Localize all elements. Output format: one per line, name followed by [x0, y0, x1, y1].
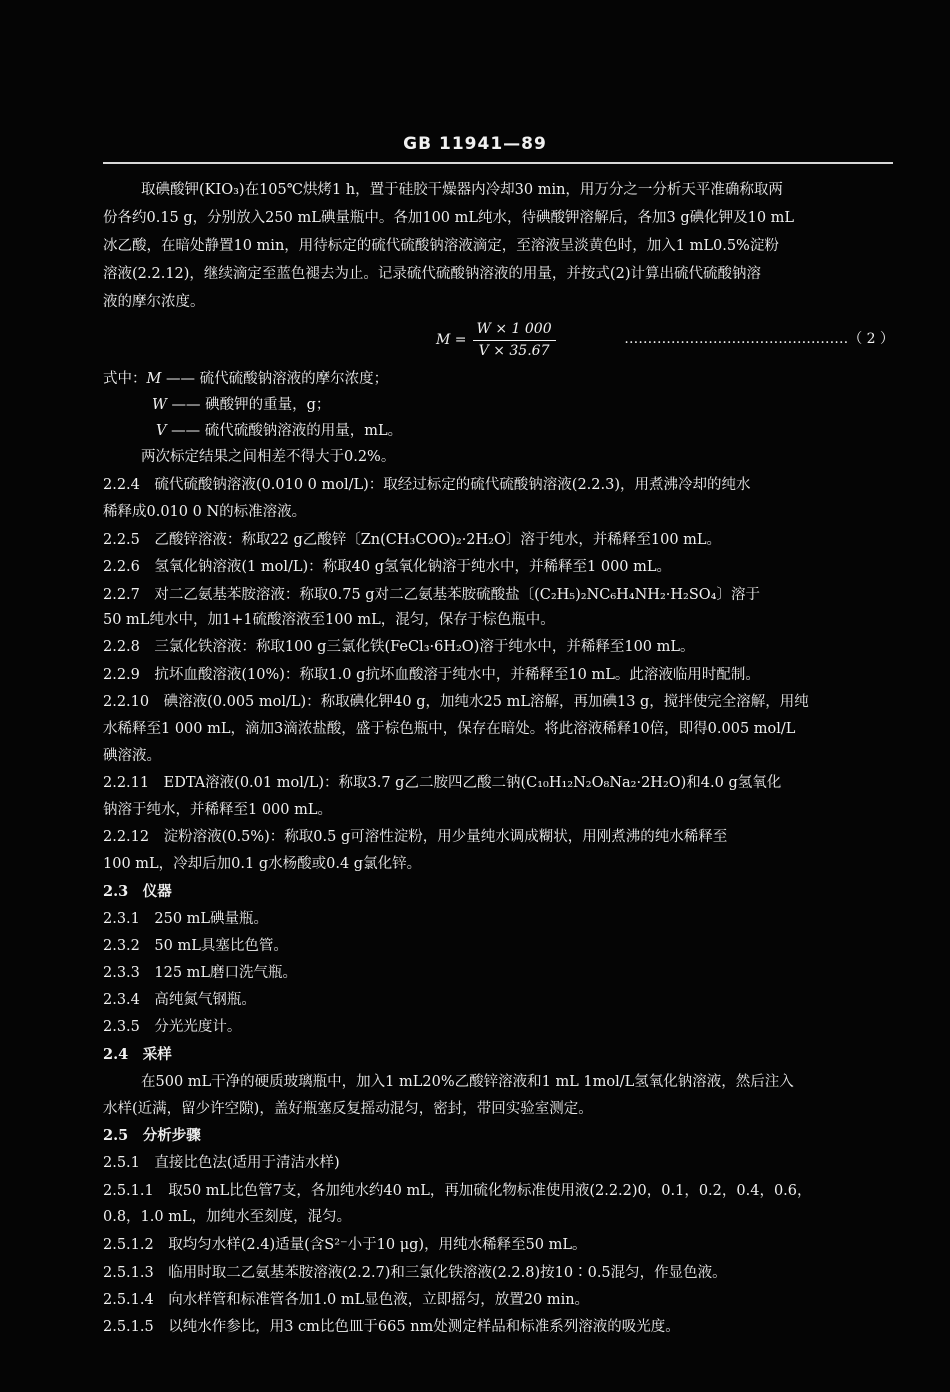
clause-line: 2.2.5 乙酸锌溶液：称取22 g乙酸锌〔Zn(CH₃COO)₂·2H₂O〕溶于纯水，并稀释至100 mL。 [103, 532, 722, 548]
desc-v: —— 硫代硫酸钠溶液的用量，mL。 [166, 423, 403, 439]
clause-line: 2.2.7 对二乙氨基苯胺溶液：称取0.75 g对二乙氨基苯胺硫酸盐〔(C₂H₅)₂NC₆H₄NH₂·H₂SO₄〕溶于 [103, 587, 760, 603]
clause-line: 2.5.1 直接比色法(适用于清洁水样) [103, 1155, 340, 1171]
symbol-w: W [152, 397, 167, 413]
where-line-v [156, 418, 948, 445]
symbol-v: V [156, 423, 167, 439]
clause-line: 2.5.1.3 临用时取二乙氨基苯胺溶液(2.2.7)和三氯化铁溶液(2.2.8)按10∶0.5混匀，作显色液。 [103, 1265, 727, 1281]
intro-line-2: 份各约0.15 g，分别放入250 mL碘量瓶中。各加100 mL纯水，待碘酸钾溶解后，各加3 g碘化钾及10 mL [103, 210, 795, 226]
clause-line: 2.3.4 高纯氮气钢瓶。 [103, 992, 256, 1008]
clause-line: 稀释成0.010 0 N的标准溶液。 [103, 504, 307, 520]
clause-line: 2.3.2 50 mL具塞比色管。 [103, 938, 288, 954]
symbol-m: M [146, 371, 162, 387]
clause-line: 2.2.12 淀粉溶液(0.5%)：称取0.5 g可溶性淀粉，用少量纯水调成糊状，用刚煮沸的纯水稀释至 [103, 829, 728, 845]
section-heading-procedure: 2.5 分析步骤 [103, 1127, 201, 1144]
where-line-w [152, 392, 944, 419]
formula-numerator: W × 1 000 [476, 320, 552, 337]
where-prefix: 式中： [103, 371, 147, 387]
section-heading-sampling: 2.4 采样 [103, 1046, 172, 1063]
clause-line: 钠溶于纯水，并稀释至1 000 mL。 [103, 802, 332, 818]
clause-line: 2.2.9 抗坏血酸溶液(10%)：称取1.0 g抗坏血酸溶于纯水中，并稀释至10 mL。此溶液临用时配制。 [103, 667, 760, 683]
clause-line: 2.2.8 三氯化铁溶液：称取100 g三氯化铁(FeCl₃·6H₂O)溶于纯水中，并稀释至100 mL。 [103, 639, 695, 655]
formula-lhs: M = [436, 332, 467, 348]
formula-2 [436, 318, 556, 362]
clause-line: 2.5.1.5 以纯水作参比，用3 cm比色皿于665 nm处测定样品和标准系列溶液的吸光度。 [103, 1319, 680, 1335]
clause-line: 2.5.1.2 取均匀水样(2.4)适量(含S²⁻小于10 μg)，用纯水稀释至50 mL。 [103, 1237, 587, 1253]
desc-w: —— 碘酸钾的重量，g； [166, 397, 331, 413]
intro-line-1: 取碘酸钾(KIO₃)在105℃烘烤1 h，置于硅胶干燥器内冷却30 min，用万分之一分析天平准确称取两 [141, 182, 783, 198]
clause-line: 2.3.3 125 mL磨口洗气瓶。 [103, 965, 298, 981]
clause-line: 2.5.1.4 向水样管和标准管各加1.0 mL显色液，立即摇匀，放置20 min。 [103, 1292, 590, 1308]
section-heading-instruments: 2.3 仪器 [103, 883, 172, 900]
equation-number: …………………………………………（ 2 ） [624, 331, 894, 347]
sampling-line-2: 水样(近满，留少许空隙)，盖好瓶塞反复摇动混匀，密封，带回实验室测定。 [103, 1101, 593, 1117]
clause-line: 2.2.6 氢氧化钠溶液(1 mol/L)：称取40 g氢氧化钠溶于纯水中，并稀释至1 000 mL。 [103, 559, 672, 575]
where-line-m [103, 366, 895, 393]
clause-line: 2.5.1.1 取50 mL比色管7支，各加纯水约40 mL，再加硫化物标准使用液(2.2.2)0，0.1，0.2，0.4，0.6， [103, 1183, 812, 1199]
clause-line: 0.8，1.0 mL，加纯水至刻度，混匀。 [103, 1209, 352, 1225]
clause-line: 2.2.4 硫代硫酸钠溶液(0.010 0 mol/L)：取经过标定的硫代硫酸钠溶液(2.2.3)，用煮沸冷却的纯水 [103, 477, 751, 493]
desc-m: —— 硫代硫酸钠溶液的摩尔浓度； [161, 371, 389, 387]
clause-line: 2.2.10 碘溶液(0.005 mol/L)：称取碘化钾40 g，加纯水25 mL溶解，再加碘13 g，搅拌使完全溶解，用纯 [103, 694, 809, 710]
formula-fraction [473, 321, 556, 360]
clause-line: 50 mL纯水中，加1+1硫酸溶液至100 mL，混匀，保存于棕色瓶中。 [103, 612, 555, 628]
clause-line: 100 mL，冷却后加0.1 g水杨酸或0.4 g氯化锌。 [103, 856, 422, 872]
formula-denominator: V × 35.67 [478, 342, 550, 359]
difference-note: 两次标定结果之间相差不得大于0.2%。 [141, 449, 396, 465]
clause-line: 水稀释至1 000 mL，滴加3滴浓盐酸，盛于棕色瓶中，保存在暗处。将此溶液稀释10倍，即得0.005 mol/L [103, 721, 796, 737]
clause-line: 2.3.5 分光光度计。 [103, 1019, 242, 1035]
clause-line: 2.2.11 EDTA溶液(0.01 mol/L)：称取3.7 g乙二胺四乙酸二钠(C₁₀H₁₂N₂O₈Na₂·2H₂O)和4.0 g氢氧化 [103, 775, 782, 791]
header-rule [103, 162, 893, 164]
page-header: GB 11941—89 [403, 134, 547, 154]
intro-line-4: 溶液(2.2.12)，继续滴定至蓝色褪去为止。记录硫代硫酸钠溶液的用量，并按式(2)计算出硫代硫酸钠溶 [103, 266, 761, 282]
sampling-line-1: 在500 mL干净的硬质玻璃瓶中，加入1 mL20%乙酸锌溶液和1 mL 1mol/L氢氧化钠溶液，然后注入 [141, 1074, 794, 1090]
fraction-bar [473, 340, 556, 341]
intro-line-5: 液的摩尔浓度。 [103, 294, 205, 310]
intro-line-3: 冰乙酸，在暗处静置10 min，用待标定的硫代硫酸钠溶液滴定，至溶液呈淡黄色时，加入1 mL0.5%淀粉 [103, 238, 779, 254]
clause-line: 2.3.1 250 mL碘量瓶。 [103, 911, 269, 927]
clause-line: 碘溶液。 [103, 748, 161, 764]
